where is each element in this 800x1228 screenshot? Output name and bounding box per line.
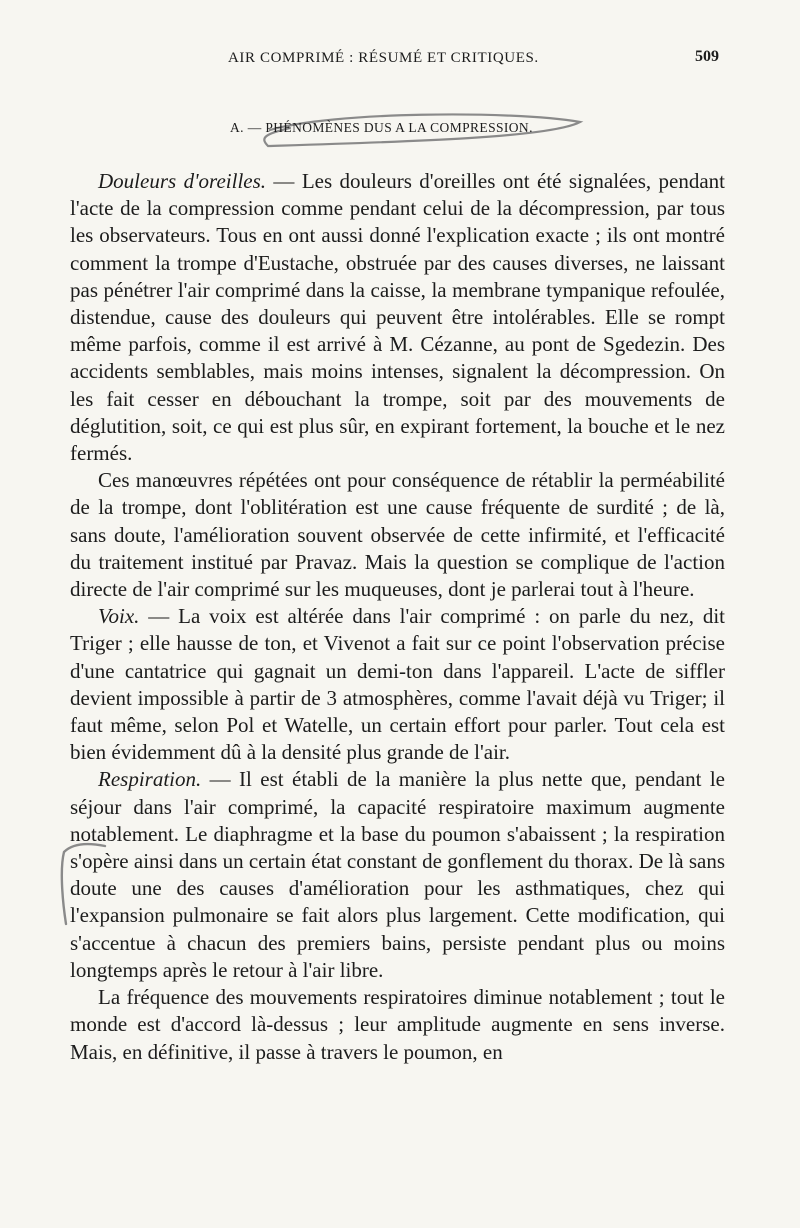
paragraph-ear-pain xyxy=(70,168,725,467)
page-number: 509 xyxy=(695,48,719,65)
paragraph-text: — Il est établi de la manière la plus nette que, pendant le séjour dans l'air comprimé, la capacité respiratoire maximum augmente notablement. Le diaphragme et la base du poumon s'abaissent ; la respiration s'opère ainsi dans un certain état constant de gonflement du thorax. De là sans doute une des causes d'amélioration pour les asthmatiques, chez qui l'expansion pulmonaire se fait alors plus largement. Cette modification, qui s'accentue à chacun des premiers bains, persiste pendant plus ou moins longtemps après le retour à l'air libre. xyxy=(70,767,725,982)
paragraph-respiration xyxy=(70,766,725,984)
body-text xyxy=(70,168,725,1066)
running-title: AIR COMPRIMÉ : RÉSUMÉ ET CRITIQUES. xyxy=(228,50,539,66)
paragraph-frequency xyxy=(70,984,725,1066)
paragraph-lead: Voix. xyxy=(98,604,140,629)
paragraph-text: Ces manœuvres répétées ont pour conséquence de rétablir la perméabilité de la trompe, dont l'oblitération est une cause fréquente de surdité ; de là, sans doute, l'amélioration souvent observée de cette infirmité, et l'efficacité du traitement institué par Pravaz. Mais la question se complique de l'action directe de l'air comprimé sur les muqueuses, dont je parlerai tout à l'heure. xyxy=(70,468,725,602)
section-heading: A. — PHÉNOMÈNES DUS A LA COMPRESSION. xyxy=(230,120,533,135)
paragraph-maneuvers xyxy=(70,467,725,603)
paragraph-lead: Douleurs d'oreilles. xyxy=(98,169,267,193)
paragraph-lead: Respiration. xyxy=(98,767,202,792)
paragraph-voice xyxy=(70,603,725,766)
paragraph-text: — Les douleurs d'oreilles ont été signalées, pendant l'acte de la compression comme pendant celui de la décompression, par tous les observateurs. Tous en ont aussi donné l'explication exacte ; ils ont montré comment la trompe d'Eustache, obstruée par des causes diverses, ne laissant pas pénétrer l'air comprimé dans la caisse, la membrane tympanique refoulée, distendue, cause des douleurs qui peuvent être intolérables. Elle se rompt même parfois, comme il est arrivé à M. Cézanne, au pont de Sgedezin. Des accidents semblables, mais moins intenses, signalent la décompression. On les fait cesser en débouchant la trompe, soit par des mouvements de déglutition, soit, ce qui est plus sûr, en expirant fortement, la bouche et le nez fermés. xyxy=(70,169,726,466)
page-header xyxy=(0,46,800,76)
paragraph-text: La fréquence des mouvements respiratoires diminue notablement ; tout le monde est d'accord là-dessus ; leur amplitude augmente en sens inverse. Mais, en définitive, il passe à travers le poumon, en xyxy=(70,985,725,1064)
paragraph-text: — La voix est altérée dans l'air comprimé : on parle du nez, dit Triger ; elle hausse de ton, et Vivenot a fait sur ce point l'observation précise d'une cantatrice qui gagnait un demi-ton dans l'appareil. L'acte de siffler devient impossible à partir de 3 atmosphères, comme l'avait déjà vu Triger; il faut même, selon Pol et Watelle, un certain effort pour parler. Tout cela est bien évidemment dû à la densité plus grande de l'air. xyxy=(70,604,725,765)
